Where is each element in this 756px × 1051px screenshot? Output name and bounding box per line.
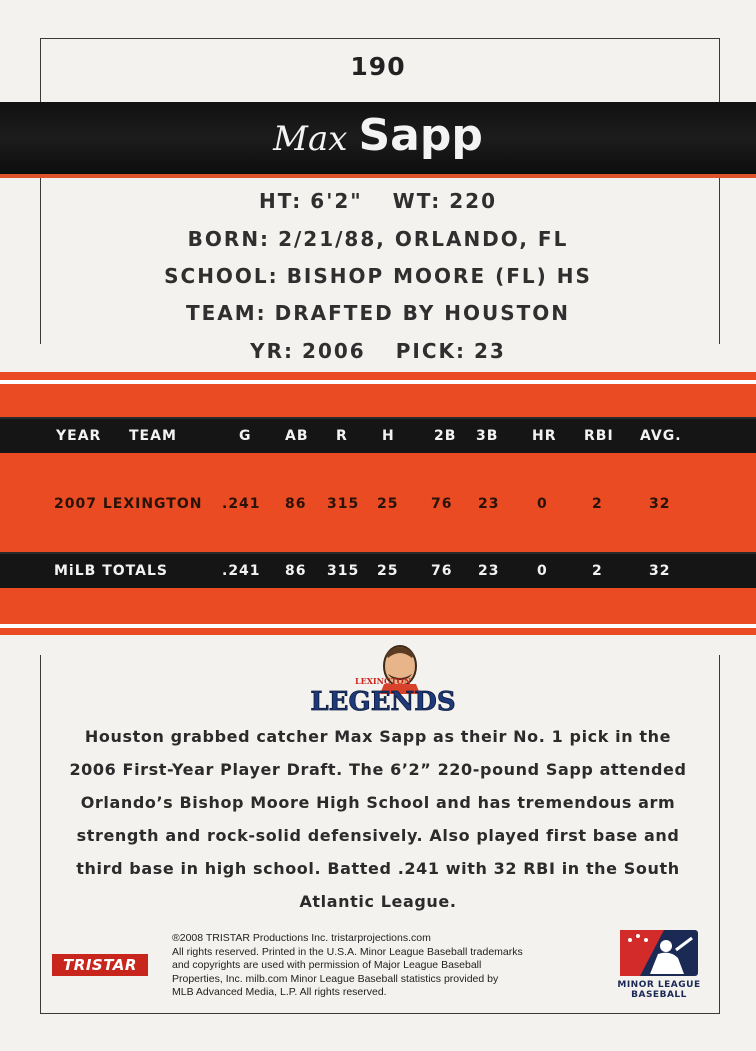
team-line (0, 301, 756, 325)
totals-value: 32 (649, 563, 671, 579)
row-value: 32 (649, 496, 671, 512)
paragraph-line: third base in high school. Batted .241 with 32 RBI in the South (76, 859, 680, 878)
legal-line: ®2008 TRISTAR Productions Inc. tristarprojections.com (172, 932, 431, 944)
header-h: H (382, 428, 395, 444)
pick-label: PICK: (395, 339, 466, 363)
paragraph-line: Orlando’s Bishop Moore High School and has tremendous arm (80, 793, 676, 812)
totals-value: 23 (478, 563, 500, 579)
header-r: R (336, 428, 348, 444)
legal-text (172, 932, 602, 1000)
header-avg: AVG. (640, 428, 682, 444)
stripe-top (0, 380, 756, 384)
milb-logo-icon (620, 930, 698, 978)
stripe-bottom (0, 624, 756, 628)
school-label: SCHOOL: (164, 264, 279, 288)
height-weight-line (0, 189, 756, 213)
row-value: 76 (431, 496, 453, 512)
logo-top-text: LEXINGTON (354, 676, 412, 686)
totals-value: .241 (222, 563, 261, 579)
row-year-team: 2007 LEXINGTON (54, 496, 203, 512)
born-label: BORN: (187, 227, 271, 251)
pick-value: 23 (474, 339, 506, 363)
weight-label: WT: (392, 189, 442, 213)
header-3b: 3B (476, 428, 499, 444)
header-hr: HR (532, 428, 557, 444)
milb-line-1: MINOR LEAGUE (617, 980, 701, 990)
header-g: G (239, 428, 252, 444)
header-ab: AB (285, 428, 309, 444)
born-line (0, 227, 756, 251)
last-name: Sapp (358, 110, 483, 161)
totals-value: 315 (327, 563, 360, 579)
height-value: 6'2" (310, 189, 363, 213)
year-label: YR: (250, 339, 295, 363)
stats-header-row (0, 417, 756, 453)
row-value: 315 (327, 496, 360, 512)
totals-value: 2 (592, 563, 603, 579)
row-value: 2 (592, 496, 603, 512)
header-rbi: RBI (584, 428, 614, 444)
paragraph-line: 2006 First-Year Player Draft. The 6’2” 220-pound Sapp attended (69, 760, 687, 779)
totals-value: 0 (537, 563, 548, 579)
header-team: TEAM (129, 428, 177, 444)
milb-wordmark (606, 980, 712, 1000)
born-value: 2/21/88, ORLANDO, FL (278, 227, 569, 251)
paragraph-line: strength and rock-solid defensively. Also played first base and (76, 826, 680, 845)
legal-line: and copyrights are used with permission of Major League Baseball (172, 959, 482, 971)
lexington-legends-logo (310, 636, 456, 720)
height-label: HT: (258, 189, 303, 213)
legal-line: Properties, Inc. milb.com Minor League Baseball statistics provided by (172, 972, 499, 985)
school-value: BISHOP MOORE (FL) HS (286, 264, 592, 288)
row-value: 23 (478, 496, 500, 512)
header-year: YEAR (56, 428, 102, 444)
logo-name-text: LEGENDS (310, 687, 456, 717)
milb-line-2: BASEBALL (631, 990, 687, 1000)
legal-line: All rights reserved. Printed in the U.S.A. Minor League Baseball trademarks (172, 945, 523, 958)
totals-value: 86 (285, 563, 307, 579)
stats-totals-row (0, 552, 756, 588)
row-value: .241 (222, 496, 261, 512)
card-number: 190 (350, 52, 406, 81)
header-2b: 2B (434, 428, 457, 444)
school-line (0, 264, 756, 288)
draft-line (0, 339, 756, 363)
paragraph-line: Atlantic League. (299, 892, 457, 911)
totals-value: 76 (431, 563, 453, 579)
tristar-logo: TRISTAR (52, 954, 148, 976)
player-name (0, 110, 756, 161)
row-value: 0 (537, 496, 548, 512)
row-value: 86 (285, 496, 307, 512)
legal-line: MLB Advanced Media, L.P. All rights reserved. (172, 986, 387, 998)
team-value: DRAFTED BY HOUSTON (274, 301, 571, 325)
first-name: Max (273, 119, 348, 159)
weight-value: 220 (449, 189, 498, 213)
row-value: 25 (377, 496, 399, 512)
totals-label: MiLB TOTALS (54, 563, 168, 579)
bio-paragraph (48, 720, 708, 918)
totals-value: 25 (377, 563, 399, 579)
paragraph-line: Houston grabbed catcher Max Sapp as their No. 1 pick in the (84, 727, 672, 746)
team-label: TEAM: (185, 301, 267, 325)
year-value: 2006 (302, 339, 366, 363)
